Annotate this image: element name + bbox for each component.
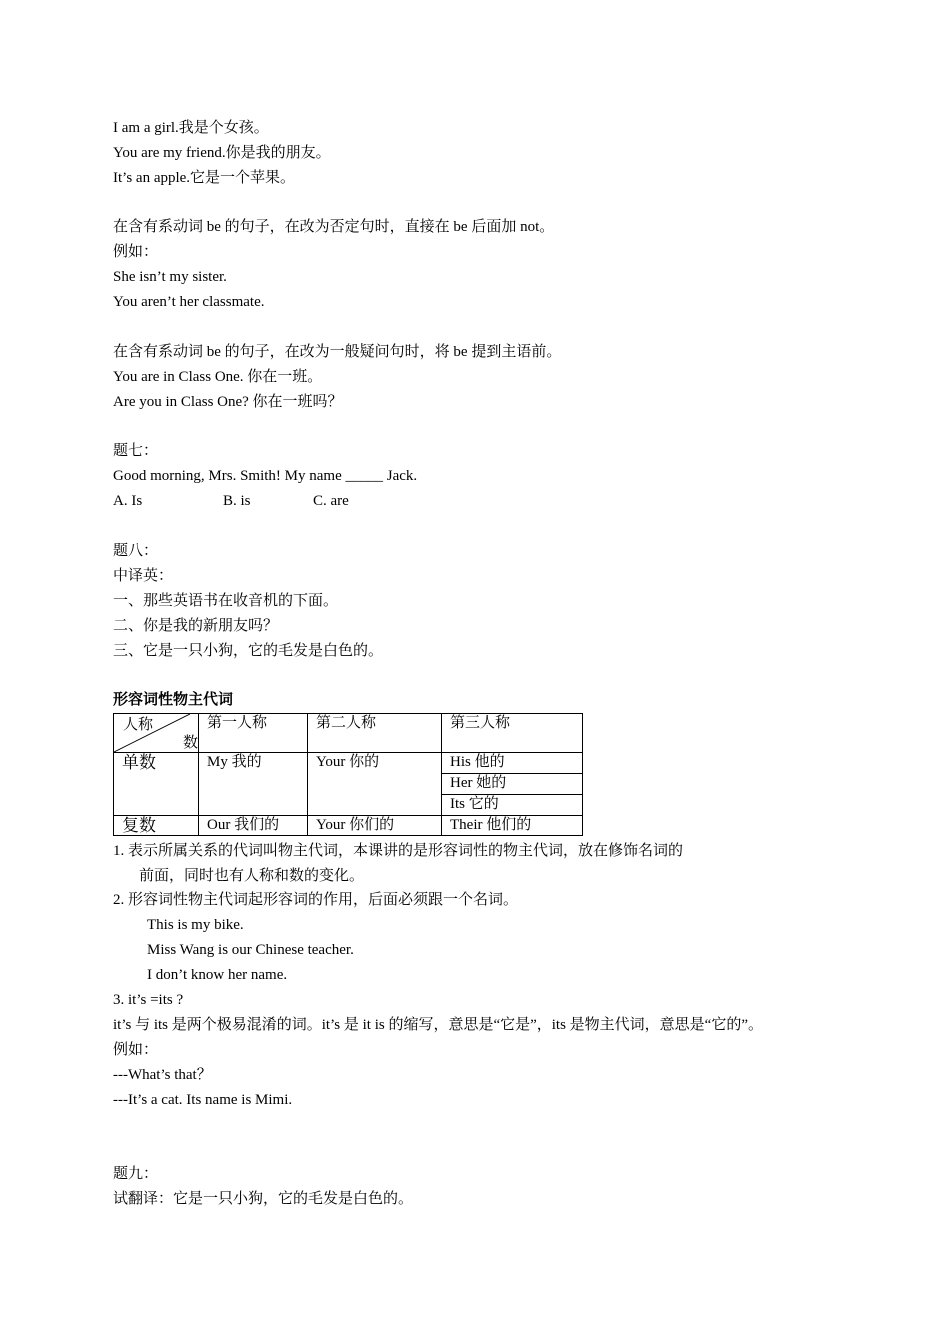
example-label: 例如：	[113, 244, 159, 260]
pronoun-table	[113, 713, 583, 836]
note-3-text: it’s 与 its 是两个极易混淆的词。it’s 是 it is 的缩写，意思是“它是”，its 是物主代词，意思是“它的”。	[113, 1017, 763, 1033]
note-2-example: I don’t know her name.	[147, 967, 288, 983]
note-2-example: Miss Wang is our Chinese teacher.	[147, 942, 354, 958]
cell-singular-first: My 我的	[199, 753, 308, 816]
question-8-item: 三、它是一只小狗，它的毛发是白色的。	[113, 643, 384, 659]
example-line: Are you in Class One? 你在一班吗？	[113, 394, 343, 410]
corner-label-number: 数	[182, 735, 198, 751]
corner-label-person: 人称	[123, 717, 154, 733]
question-7-stem: Good morning, Mrs. Smith! My name _____ Jack.	[113, 468, 418, 484]
table-corner-cell	[114, 714, 199, 753]
cell-plural-second: Your 你们的	[308, 816, 442, 836]
option-b: B. is	[223, 493, 251, 509]
question-8-item: 一、那些英语书在收音机的下面。	[113, 593, 339, 609]
cell-singular-third: Her 她的	[442, 774, 583, 795]
cell-singular-third: Its 它的	[442, 795, 583, 816]
question-rule: 在含有系动词 be 的句子，在改为一般疑问句时，将 be 提到主语前。	[113, 344, 562, 360]
column-header-second: 第二人称	[308, 714, 442, 753]
column-header-third: 第三人称	[442, 714, 583, 753]
negative-rule: 在含有系动词 be 的句子，在改为否定句时，直接在 be 后面加 not。	[113, 219, 555, 235]
example-line: You are in Class One. 你在一班。	[113, 369, 323, 385]
row-label-plural: 复数	[114, 816, 199, 836]
option-a: A. Is	[113, 493, 143, 509]
cell-plural-first: Our 我们的	[199, 816, 308, 836]
cell-singular-third: His 他的	[442, 753, 583, 774]
cell-singular-second: Your 你的	[308, 753, 442, 816]
pronoun-table-heading: 形容词性物主代词	[113, 692, 234, 708]
question-9-title: 题九：	[113, 1166, 159, 1182]
row-label-singular: 单数	[114, 753, 199, 816]
question-8-title: 题八：	[113, 543, 159, 559]
example-line: You aren’t her classmate.	[113, 294, 265, 310]
question-9-text: 试翻译：它是一只小狗，它的毛发是白色的。	[113, 1191, 414, 1207]
example-line: It’s an apple.它是一个苹果。	[113, 170, 296, 186]
question-8-item: 二、你是我的新朋友吗？	[113, 618, 279, 634]
note-1-line-1: 1. 表示所属关系的代词叫物主代词，本课讲的是形容词性的物主代词，放在修饰名词的	[113, 843, 684, 859]
example-label: 例如：	[113, 1042, 159, 1058]
example-line: I am a girl.我是个女孩。	[113, 120, 269, 136]
note-3-title: 3. it’s =its ?	[113, 992, 184, 1008]
note-2-example: This is my bike.	[147, 917, 244, 933]
dialogue-line: ---It’s a cat. Its name is Mimi.	[113, 1092, 293, 1108]
question-7-title: 题七：	[113, 443, 159, 459]
cell-plural-third: Their 他们的	[442, 816, 583, 836]
question-8-instruction: 中译英：	[113, 568, 174, 584]
option-c: C. are	[313, 493, 349, 509]
dialogue-line: ---What’s that？	[113, 1067, 212, 1083]
example-line: She isn’t my sister.	[113, 269, 227, 285]
example-line: You are my friend.你是我的朋友。	[113, 145, 331, 161]
column-header-first: 第一人称	[199, 714, 308, 753]
note-2: 2. 形容词性物主代词起形容词的作用，后面必须跟一个名词。	[113, 892, 519, 908]
note-1-line-2: 前面，同时也有人称和数的变化。	[139, 868, 365, 884]
